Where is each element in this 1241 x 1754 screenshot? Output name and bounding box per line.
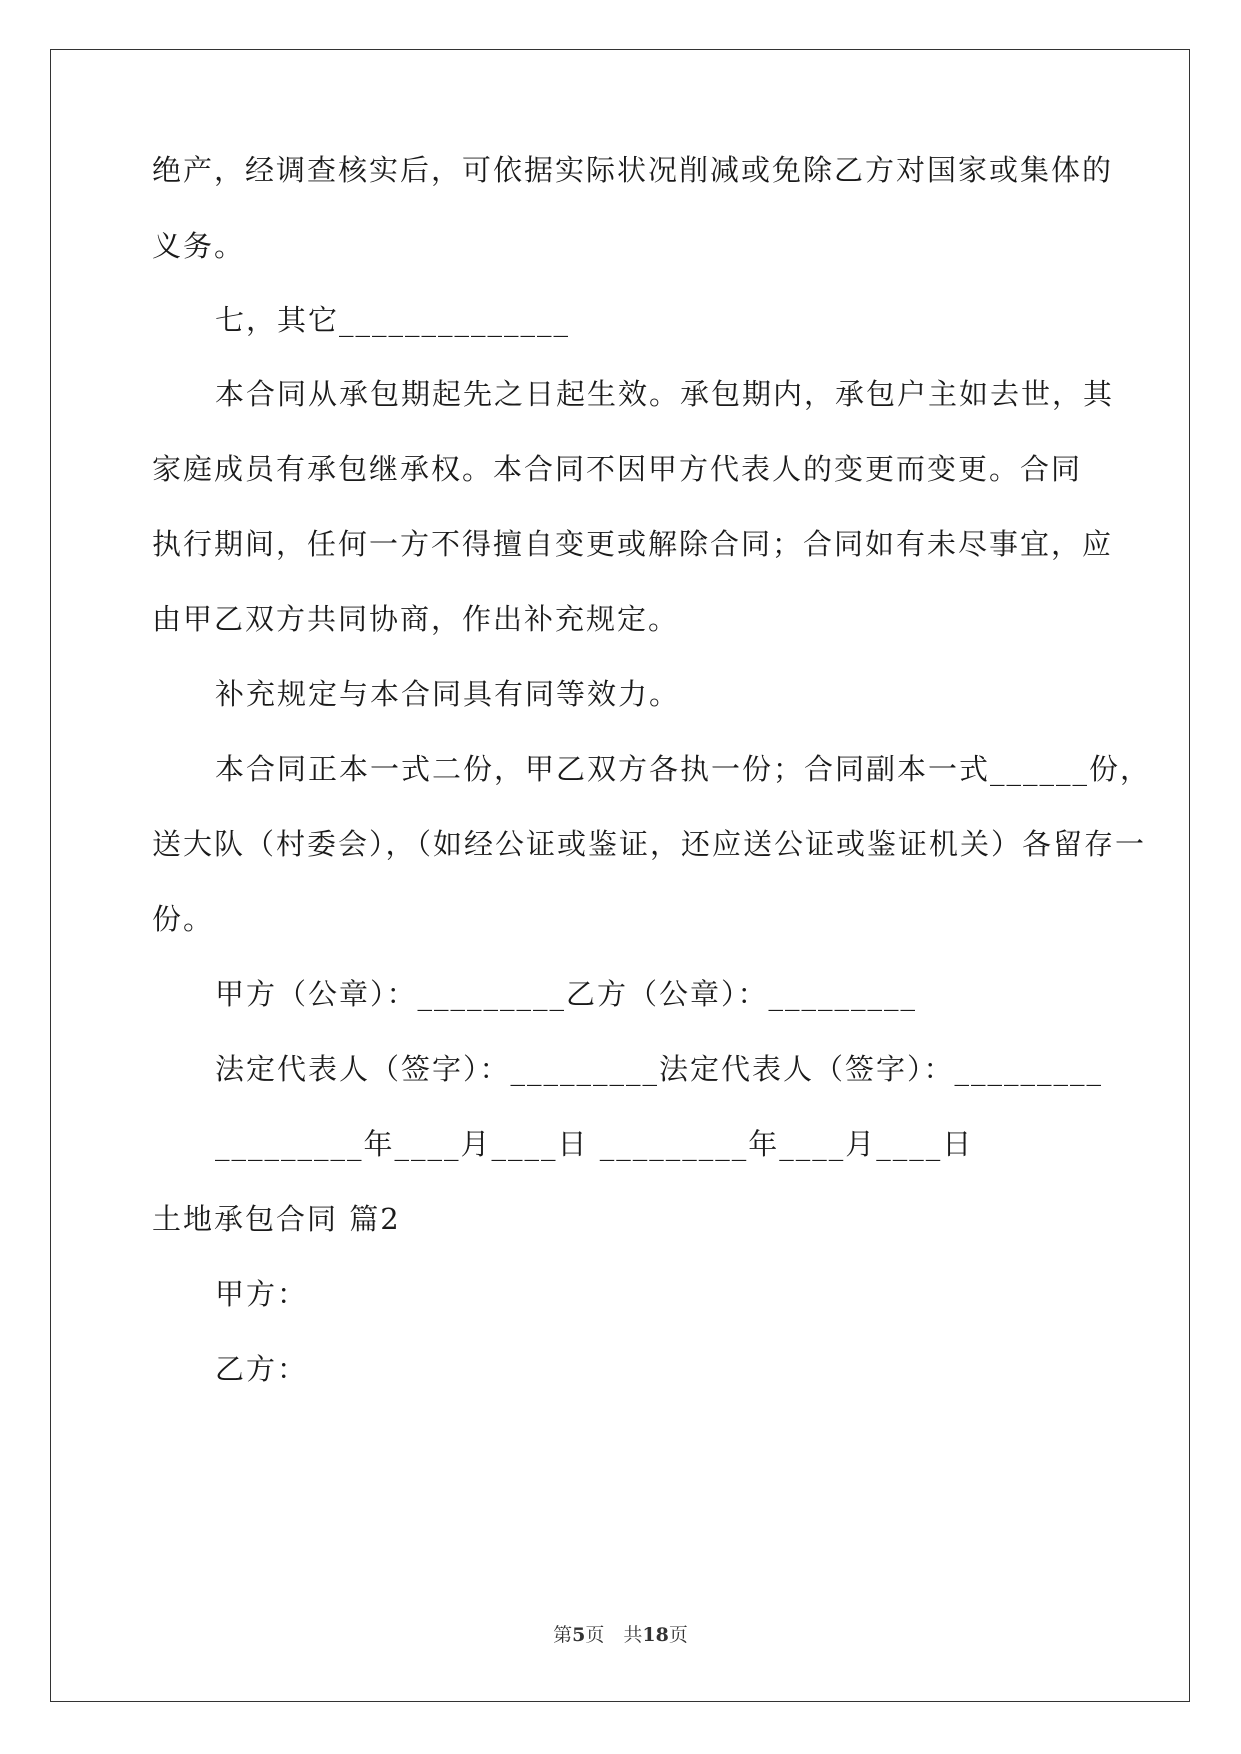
footer-prefix: 第 [553,1624,573,1646]
signature-line-date: _________年____月____日 _________年____月____日 [215,1127,974,1161]
page-frame [50,49,1190,1702]
text-line: 绝产，经调查核实后，可依据实际状况削减或免除乙方对国家或集体的 [152,153,1114,187]
text-line: 本合同正本一式二份，甲乙双方各执一份；合同副本一式______份， [215,752,1152,786]
text-line: 家庭成员有承包继承权。本合同不因甲方代表人的变更而变更。合同 [152,452,1083,486]
text-line: 本合同从承包期起先之日起生效。承包期内，承包户主如去世，其 [215,377,1115,411]
footer-total-pages: 18 [642,1624,669,1646]
text-line: 由甲乙双方共同协商，作出补充规定。 [152,602,680,636]
footer-suffix: 页 [668,1624,688,1646]
section-heading: 七，其它______________ [215,303,571,337]
text-line: 执行期间，任何一方不得擅自变更或解除合同；合同如有未尽事宜，应 [152,527,1114,561]
signature-line-seal: 甲方（公章）：_________乙方（公章）：_________ [215,977,918,1011]
page-footer [0,1623,1241,1647]
text-line: 份。 [152,902,215,936]
party-a-line: 甲方： [215,1277,309,1311]
footer-mid: 页 共 [585,1624,643,1646]
text-line: 义务。 [152,229,246,263]
footer-page-number: 5 [572,1624,586,1646]
text-line: 补充规定与本合同具有同等效力。 [215,677,681,711]
signature-line-representative: 法定代表人（签字）：_________法定代表人（签字）：_________ [215,1052,1104,1086]
article-title: 土地承包合同 篇2 [152,1202,401,1236]
party-b-line: 乙方： [215,1352,309,1386]
text-line: 送大队（村委会），（如经公证或鉴证，还应送公证或鉴证机关）各留存一 [152,827,1147,861]
